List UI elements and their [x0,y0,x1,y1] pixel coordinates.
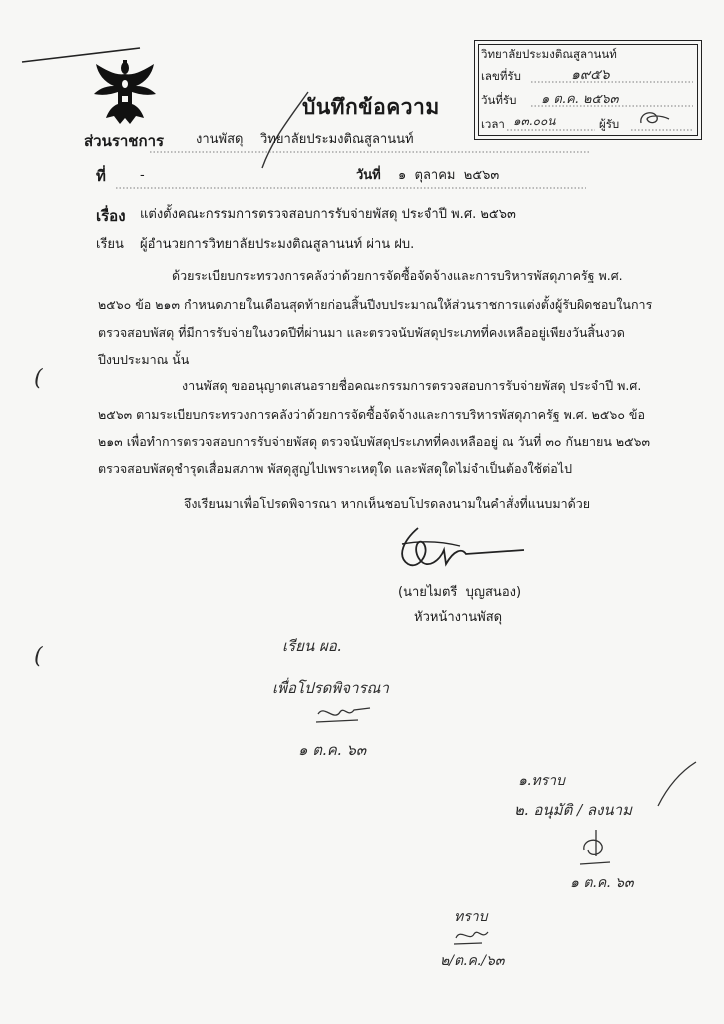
pen-stroke [640,760,700,810]
body-p1-line: ปีงบประมาณ นั้น [98,352,190,367]
note-right-date: ๑ ต.ค. ๖๓ [570,875,634,891]
agency-label: ส่วนราชการ [84,132,165,150]
note-right-line: ๑.ทราบ [518,773,565,789]
note-right-line: ๒. อนุมัติ / ลงนาม [514,801,632,819]
note-left-date: ๑ ต.ค. ๖๓ [298,741,367,759]
ref-value: - [140,168,145,183]
initial-mark [576,826,616,870]
body-p2-line: ๒๕๖๓ ตามระเบียบกระทรวงการคลังว่าด้วยการจัดซื้อจัดจ้างและการบริหารพัสดุภาครัฐ พ.ศ. ๒๕๖๐ ข้อ [98,407,645,422]
subject-label: เรื่อง [96,207,126,225]
stamp-time-value: ๑๓.๐๐น [513,114,556,128]
body-p1-line: ด้วยระเบียบกระทรวงการคลังว่าด้วยการจัดซื้อจัดจ้างและการบริหารพัสดุภาครัฐ พ.ศ. [172,268,623,283]
date-label: วันที่ [356,168,381,183]
stamp-receiver-label: ผู้รับ [599,117,620,131]
signer-position: หัวหน้างานพัสดุ [414,610,503,625]
signer-name: (นายไมตรี บุญสนอง) [398,585,522,600]
note-left-line: เพื่อโปรดพิจารณา [272,679,389,697]
note-bottom-line: ทราบ [454,909,488,925]
note-bottom-date: ๒/ต.ค./๖๓ [440,953,505,969]
dotted-line [150,150,590,154]
to-value: ผู้อำนวยการวิทยาลัยประมงติณสูลานนท์ ผ่าน ฝบ. [140,237,415,252]
body-p2-line: ๒๑๓ เพื่อทำการตรวจสอบการรับจ่ายพัสดุ ตรวจนับพัสดุประเภทที่คงเหลืออยู่ ณ วันที่ ๓๐ กันยายน ๒๕๖๓ [98,434,651,449]
body-p2-line: ตรวจสอบพัสดุชำรุดเสื่อมสภาพ พัสดุสูญไปเพราะเหตุใด และพัสดุใดไม่จำเป็นต้องใช้ต่อไป [98,461,573,476]
margin-bracket: ( [34,366,43,391]
body-p3: จึงเรียนมาเพื่อโปรดพิจารณา หากเห็นชอบโปรดลงนามในคำสั่งที่แนบมาด้วย [184,496,591,511]
margin-bracket: ( [34,644,43,669]
handwritten-signature [384,520,534,580]
body-p2-line: งานพัสดุ ขออนุญาตเสนอรายชื่อคณะกรรมการตรวจสอบการรับจ่ายพัสดุ ประจำปี พ.ศ. [182,378,642,393]
stamp-dotted-lines [475,41,703,141]
memo-title: บันทึกข้อความ [302,95,440,119]
stamp-org: วิทยาลัยประมงติณสูลานนท์ [481,47,617,61]
initial-mark [314,700,374,726]
initial-mark [452,924,492,946]
stamp-received-no-value: ๑๙๕๖ [571,67,610,83]
stamp-date-value: ๑ ต.ค. ๒๕๖๓ [541,92,619,107]
dotted-line [116,186,586,190]
stamp-date-label: วันที่รับ [481,93,517,107]
ref-label: ที่ [96,167,106,185]
subject-value: แต่งตั้งคณะกรรมการตรวจสอบการรับจ่ายพัสดุ ประจำปี พ.ศ. ๒๕๖๓ [140,207,516,222]
body-p1-line: ตรวจสอบพัสดุ ที่มีการรับจ่ายในงวดปีที่ผ่านมา และตรวจนับพัสดุประเภทที่คงเหลืออยู่เพียงวันสิ้นงวด [98,325,625,340]
to-label: เรียน [96,237,124,252]
stamp-received-no-label: เลขที่รับ [481,69,521,83]
body-p1-line: ๒๕๖๐ ข้อ ๒๑๓ กำหนดภายในเดือนสุดท้ายก่อนสิ้นปีงบประมาณให้ส่วนราชการแต่งตั้งผู้รับผิดชอบในการ [98,297,653,312]
receiving-stamp [474,40,702,140]
agency-value: งานพัสดุ วิทยาลัยประมงติณสูลานนท์ [196,132,414,147]
pen-stroke [20,42,150,72]
date-value: ๑ ตุลาคม ๒๕๖๓ [398,168,500,183]
note-left-line: เรียน ผอ. [282,637,342,655]
stamp-time-label: เวลา [481,117,505,131]
